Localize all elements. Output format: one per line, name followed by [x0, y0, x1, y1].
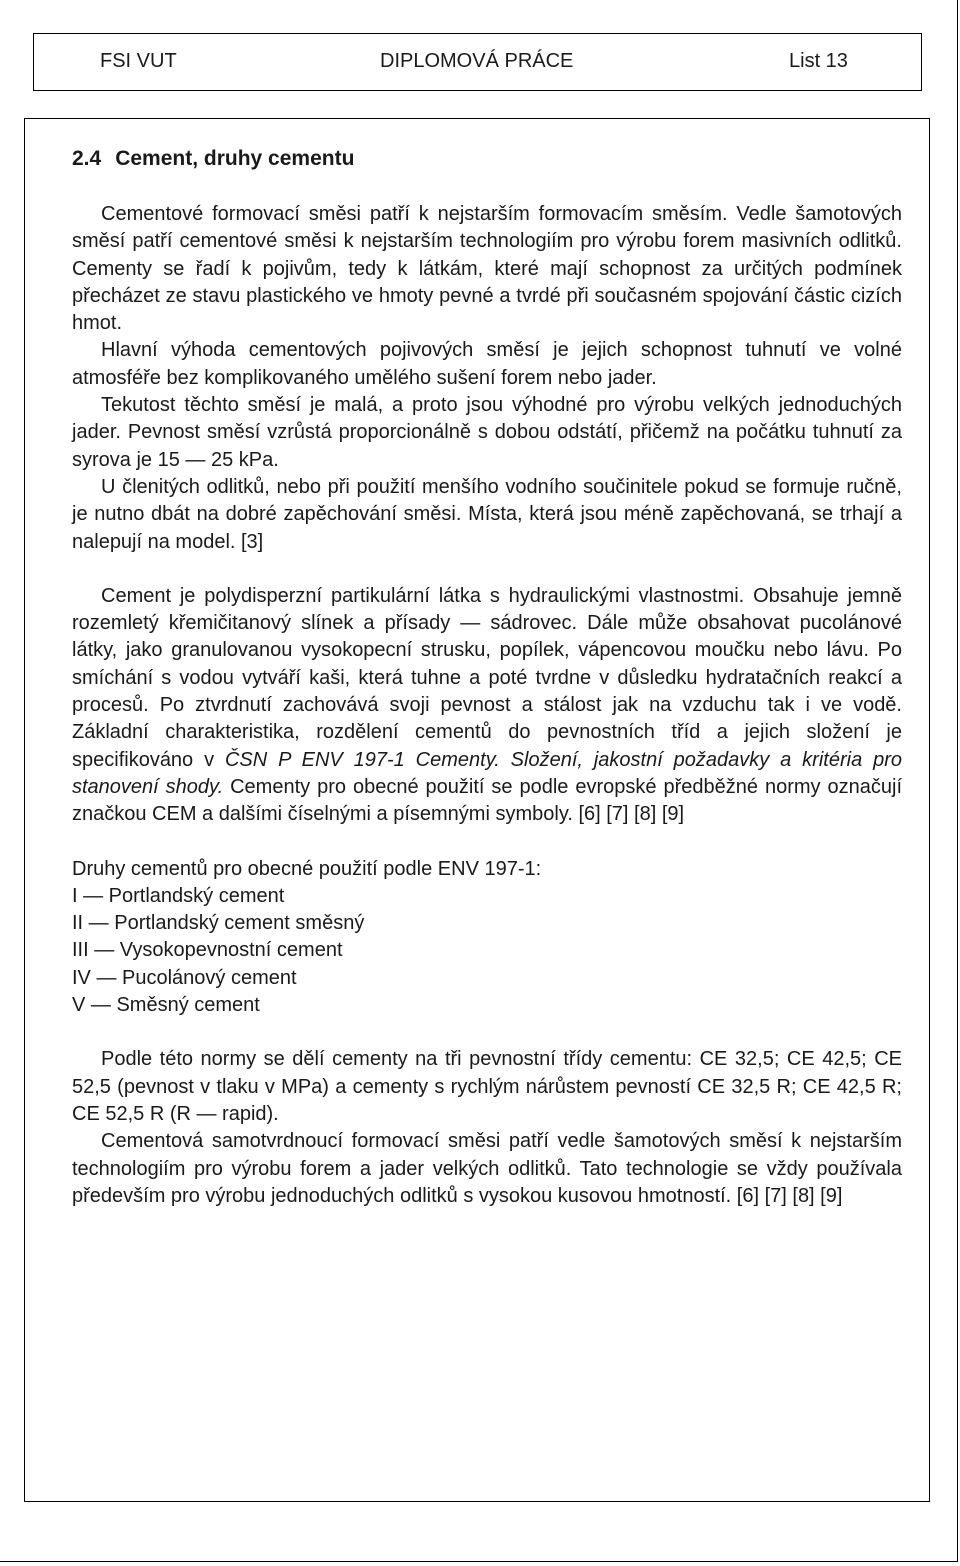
list-item: II — Portlandský cement směsný: [72, 912, 365, 935]
paragraph-5-part-a: Cement je polydisperzní partikulární látka s hydraulickými vlastnostmi. Obsahuje jemně rozemletý křemičitanový slínek a přísady — sádrovec. Dále může obsahovat pucolánové látky, jako granulovanou vysokopecní strusku, popílek, vápencovou moučku nebo lávu. Po smíchání s vodou vytváří kaši, která tuhne a poté tvrdne v důsledku hydratačních reakcí a procesů. Po ztvrdnutí zachovává svoji pevnost a stálost jak na vzduchu tak i ve vodě. Základní charakteristika, rozdělení cementů do pevnostních tříd a jejich složení je specifikováno v: [72, 584, 902, 771]
list-item: IV — Pucolánový cement: [72, 966, 297, 989]
paragraph-1: Cementové formovací směsi patří k nejstarším formovacím směsím. Vedle šamotových směsí patří cementové směsi k nejstarším technologiím pro výrobu forem masivních odlitků. Cementy se řadí k pojivům, tedy k látkám, které mají schopnost za určitých podmínek přecházet ze stavu plastického ve hmoty pevné a tvrdé při současném spojování částic cizích hmot.: [72, 203, 902, 335]
paragraph-2: Hlavní výhoda cementových pojivových směsí je jejich schopnost tuhnutí ve volné atmosféře bez komplikovaného umělého sušení forem nebo jader.: [72, 339, 902, 389]
list-item: V — Směsný cement: [72, 994, 260, 1017]
list-item: III — Vysokopevnostní cement: [72, 939, 343, 962]
paragraph-5: [72, 583, 902, 829]
section-number: 2.4: [72, 147, 102, 170]
body-text: [72, 201, 902, 1210]
paragraph-7: Cementová samotvrdnoucí formovací směsi patří vedle šamotových směsí k nejstarším technologiím pro výrobu forem a jader velkých odlitků. Tato technologie se vždy používala především pro výrobu jednoduchých odlitků s vysokou kusovou hmotností. [6] [7] [8] [9]: [72, 1130, 902, 1207]
paragraph-5-part-b: Cementy pro obecné použití se podle evropské předběžné normy označují značkou CEM a dalšími číselnými a písemnými symboly. [6] [7] [8] [9]: [72, 775, 902, 826]
header-page-number: List 13: [789, 50, 848, 72]
paragraph-3: Tekutost těchto směsí je malá, a proto jsou výhodné pro výrobu velkých jednoduchých jader. Pevnost směsí vzrůstá proporcionálně s dobou odstátí, přičemž na počátku tuhnutí za syrova je 15 — 25 kPa.: [72, 394, 902, 471]
spacer: [72, 556, 902, 583]
spacer: [72, 1019, 902, 1046]
paragraph-6: Podle této normy se dělí cementy na tři pevnostní třídy cementu: CE 32,5; CE 42,5; CE 52,5 (pevnost v tlaku v MPa) a cementy s rychlým nárůstem pevností CE 32,5 R; CE 42,5 R; CE 52,5 R (R — rapid).: [72, 1048, 902, 1125]
spacer: [72, 829, 902, 856]
section-heading: [72, 147, 354, 171]
list-item: I — Portlandský cement: [72, 884, 285, 907]
paragraph-4: U členitých odlitků, nebo při použití menšího vodního součinitele pokud se formuje ručně, je nutno dbát na dobré zapěchování směsi. Místa, která jsou méně zapěchovaná, se trhají a nalepují na model. [3]: [72, 475, 902, 553]
cement-types-intro: Druhy cementů pro obecné použití podle ENV 197-1:: [72, 857, 542, 880]
section-title: Cement, druhy cementu: [115, 147, 355, 170]
standard-reference: ČSN P ENV 197-1 Cementy. Složení, jakostní požadavky a kritéria pro stanovení shody.: [72, 748, 902, 798]
page-header: [33, 33, 922, 91]
cement-types-list: [72, 883, 902, 1019]
header-document-type: DIPLOMOVÁ PRÁCE: [380, 50, 574, 72]
header-institution: FSI VUT: [100, 50, 177, 72]
